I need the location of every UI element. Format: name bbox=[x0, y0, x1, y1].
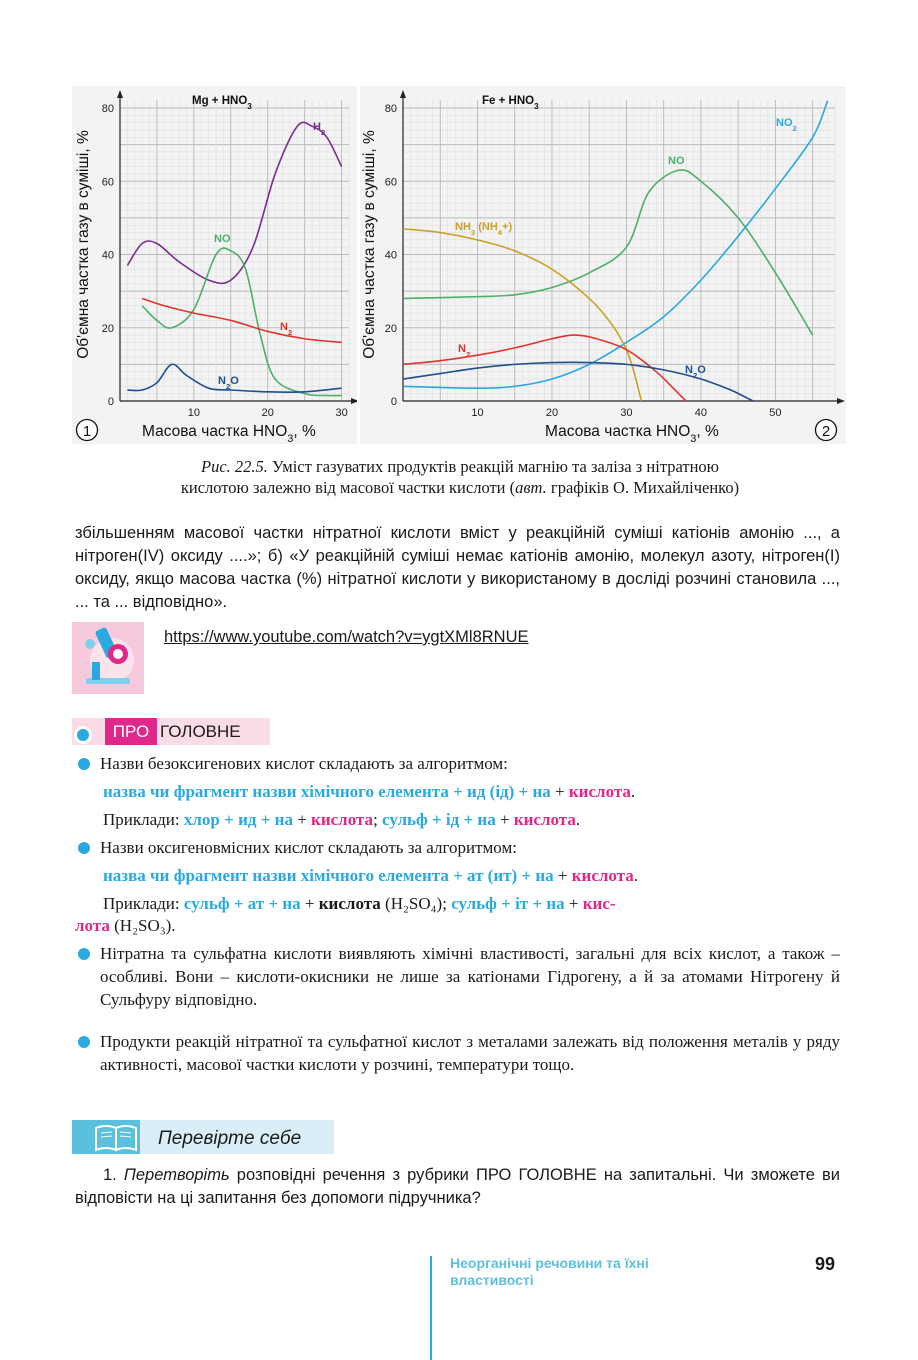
x-axis-arrow bbox=[837, 398, 845, 404]
series-label-n2: $N_2$ bbox=[458, 343, 471, 359]
bullet-dot-4 bbox=[78, 1036, 90, 1048]
x-tick-label: 30 bbox=[620, 407, 633, 419]
x-tick-label: 10 bbox=[187, 407, 200, 419]
body-paragraph: збільшенням масової частки нітратної кислоти вміст у реакційній суміші катіонів амонію ..., а нітроген(IV) оксиду ....»; б) «У реакційній суміші немає катіонів амонію, молекул азоту, нітроген(I) оксиду, якщо масова частка (%) нітратної кислоти у використаному в досліді розчині становила ..., ... та ... відповідно». bbox=[75, 524, 840, 611]
x-tick-label: 20 bbox=[545, 407, 559, 419]
series-line-no bbox=[142, 248, 341, 396]
pro-heading-rest: ГОЛОВНЕ bbox=[160, 722, 241, 741]
series-line-h2 bbox=[127, 122, 341, 283]
y-tick-label: 20 bbox=[101, 322, 114, 335]
y-tick-label: 40 bbox=[384, 249, 397, 262]
y-tick-label: 80 bbox=[101, 103, 114, 115]
chart-title: $Mg + HNO_3$ bbox=[192, 95, 252, 111]
caption-avt: авт. bbox=[515, 478, 547, 497]
figure-caption bbox=[70, 456, 850, 498]
figure-number: 2 bbox=[821, 423, 831, 440]
bullet-4-text: Продукти реакцій нітратної та сульфатної кислот з металами залежать від положення металів у ряду активності, масової частки кислоти у розчині, температури тощо. bbox=[100, 1032, 840, 1074]
question-1: 1. Перетворіть розповідні речення з рубрики ПРО ГОЛОВНЕ на запитальні. Чи зможете ви відповісти на ці запитання без допомоги підручника? bbox=[75, 1166, 840, 1207]
series-label-n2o: $N_2O$ bbox=[685, 364, 706, 380]
y-axis-label: Об'ємна частка газу в суміші, % bbox=[361, 130, 378, 359]
book-icon bbox=[92, 1122, 140, 1152]
x-axis-arrow bbox=[351, 398, 357, 404]
bullet-2-text: Назви оксигеновмісних кислот складають за алгоритмом: bbox=[100, 838, 517, 857]
x-tick-label: 30 bbox=[335, 407, 348, 419]
series-label-no: NO bbox=[214, 233, 231, 245]
caption-line1: Уміст газуватих продуктів реакцій магнію та заліза з нітратною bbox=[267, 457, 719, 476]
series-label-n2: $N_2$ bbox=[280, 321, 293, 337]
bullet-1-examples: Приклади: хлор + ид + на + кислота; сульф + ід + на + кислота. bbox=[103, 810, 581, 829]
x-tick-label: 10 bbox=[471, 407, 484, 419]
page-number: 99 bbox=[815, 1254, 836, 1274]
caption-line2a: кислотою залежно від масової частки кислоти ( bbox=[180, 478, 516, 497]
check-heading-title: Перевірте себе bbox=[158, 1128, 302, 1149]
series-label-nh3nh4: $NH_3$ $(NH_4+)$ bbox=[455, 221, 513, 237]
footer-divider bbox=[430, 1256, 432, 1360]
caption-line2b: графіків О. Михайліченко) bbox=[546, 478, 740, 497]
x-tick-label: 20 bbox=[261, 407, 274, 419]
series-line-no bbox=[403, 170, 813, 335]
series-label-n2o: $N_2O$ bbox=[218, 375, 239, 391]
bullet-dot-1 bbox=[78, 758, 90, 770]
bullet-3-text: Нітратна та сульфатна кислоти виявляють хімічні властивості, загальні для всіх кислот, а також – особливі. Вони – кислоти-окисники не лише за катіонами Гідрогену, а й за атомами Нітрогену й Сульфуру відповідно. bbox=[100, 944, 840, 1009]
series-label-h2: $H_2$ bbox=[313, 121, 326, 137]
y-axis-arrow bbox=[117, 90, 123, 98]
y-axis-label: Об'ємна частка газу в суміші, % bbox=[75, 130, 92, 359]
series-label-no: NO bbox=[668, 155, 685, 167]
chart-fe bbox=[360, 86, 846, 444]
bullet-dot-3 bbox=[78, 948, 90, 960]
bullet-1-text: Назви безоксигенових кислот складають за алгоритмом: bbox=[100, 754, 508, 773]
chart-title: $Fe + HNO_3$ bbox=[482, 95, 539, 111]
chart-mg bbox=[72, 86, 357, 444]
footer-section: Неорганічні речовини та їхні властивості bbox=[450, 1255, 649, 1288]
pro-heading-pro: ПРО bbox=[105, 718, 157, 745]
pro-heading-dot bbox=[74, 726, 92, 744]
y-tick-label: 20 bbox=[384, 322, 397, 335]
x-tick-label: 40 bbox=[694, 407, 708, 419]
series-label-no2: $NO_2$ bbox=[776, 117, 797, 133]
x-tick-label: 50 bbox=[769, 407, 782, 419]
caption-prefix: Рис. 22.5. bbox=[201, 457, 268, 476]
y-tick-label: 60 bbox=[101, 176, 114, 189]
x-axis-label: Масова частка $HNO_3$, % bbox=[142, 423, 316, 444]
y-tick-label: 0 bbox=[390, 396, 397, 408]
bullet-1-formula: назва чи фрагмент назви хімічного елемента + ид (ід) + на + кислота. bbox=[103, 782, 636, 801]
lab-video-icon bbox=[72, 622, 144, 694]
y-tick-label: 0 bbox=[107, 396, 114, 408]
bullet-dot-2 bbox=[78, 842, 90, 854]
bullet-2-examples-cont: лота (H₂SO₃). bbox=[75, 916, 176, 935]
bullet-2-formula: назва чи фрагмент назви хімічного елемента + ат (ит) + на + кислота. bbox=[103, 866, 638, 885]
y-tick-label: 80 bbox=[384, 103, 397, 115]
y-axis-arrow bbox=[400, 90, 406, 98]
youtube-link[interactable]: https://www.youtube.com/watch?v=ygtXMl8RNUE bbox=[164, 628, 529, 646]
y-tick-label: 40 bbox=[101, 249, 114, 262]
bullet-2-examples: Приклади: сульф + ат + на + кислота (H₂SO₄); сульф + іт + на + кис- bbox=[103, 894, 616, 913]
y-tick-label: 60 bbox=[384, 176, 397, 189]
x-axis-label: Масова частка $HNO_3$, % bbox=[545, 423, 719, 444]
figure-number: 1 bbox=[82, 423, 92, 440]
